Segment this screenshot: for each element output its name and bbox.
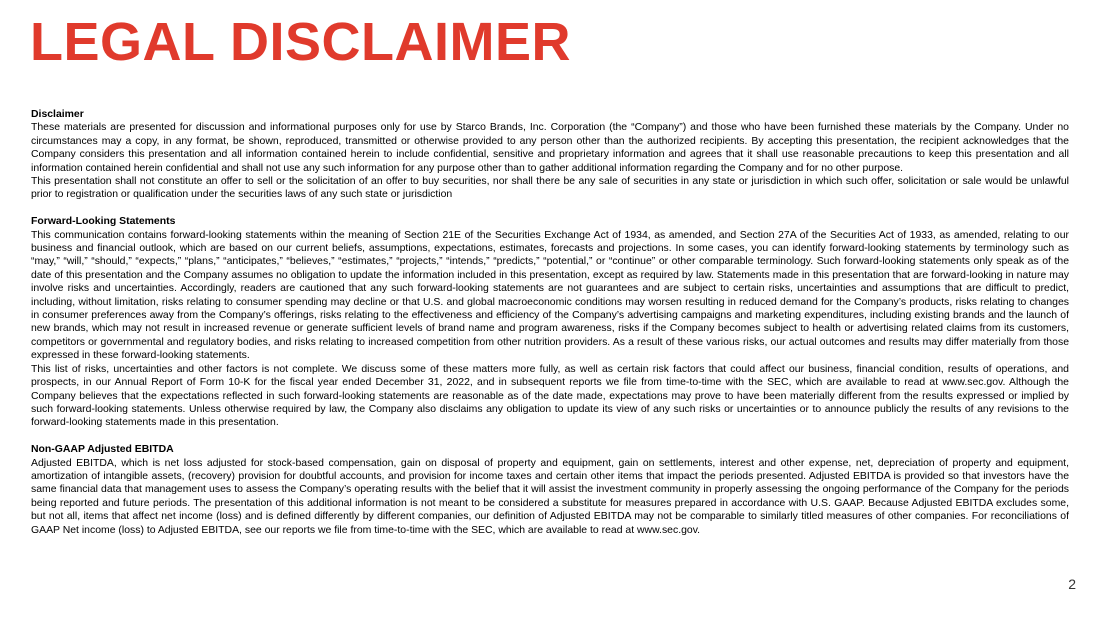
section-disclaimer [31, 108, 1069, 202]
section-heading: Disclaimer [31, 109, 84, 120]
paragraph: This communication contains forward-looking statements within the meaning of Section 21E of the Securities Exchange Act of 1934, as amended, and Section 27A of the Securities Act of 1933, as amended, relating to our business and financial outlook, which are based on our current beliefs, assumptions, expectations, estimates, forecasts and projections. In some cases, you can identify forward-looking statements by terminology such as “may,” “will,” “should,” “expects,” “plans,” “anticipates,” “believes,” “estimates,” “projects,” “intends,” “predicts,” “potential,” or “continue” or other comparable terminology. Such forward-looking statements only speak as of the date of this presentation and the Company assumes no obligation to update the information included in this presentation, except as required by law. Statements made in this presentation that are forward-looking in nature may involve risks and uncertainties. Accordingly, readers are cautioned that any such forward-looking statements are not guarantees and are subject to certain risks, uncertainties and assumptions that are difficult to predict, including, without limitation, risks relating to consumer spending may decline or that U.S. and global macroeconomic conditions may worsen resulting in reduced demand for the Company’s products, risks relating to changes in consumer preferences away from the Company’s offerings, risks relating to the effectiveness and efficiency of the Company’s advertising campaigns and marketing expenditures, including existing brands and the launch of new brands, which may not result in increased revenue or generate sufficient levels of brand name and program awareness, risks if the Company becomes subject to health or advertising related claims from its customers, competitors or governmental and regulatory bodies, and risks relating to increased competition from other nutrition providers. As a result of these various risks, our actual outcomes and results may differ materially from those expressed in these forward-looking statements. [31, 229, 1069, 362]
paragraph: This presentation shall not constitute an offer to sell or the solicitation of an offer to buy securities, nor shall there be any sale of securities in any state or jurisdiction in which such offer, solicitation or sale would be unlawful prior to registration or qualification under the securities laws of any such state or jurisdiction [31, 176, 1069, 201]
paragraph: Adjusted EBITDA, which is net loss adjusted for stock-based compensation, gain on disposal of property and equipment, gain on settlements, interest and other expense, net, depreciation of property and equipment, amortization of intangible assets, (recovery) provision for doubtful accounts, and provision for income taxes and certain other items that impact the periods presented. Adjusted EBITDA is provided so that investors have the same financial data that management uses to assess the Company’s operating results with the belief that it will assist the investment community in properly assessing the ongoing performance of the Company for the periods being reported and future periods. The presentation of this additional information is not meant to be considered a substitute for measures prepared in accordance with U.S. GAAP. Because Adjusted EBITDA excludes some, but not all, items that affect net income (loss) and is defined differently by different companies, our definition of Adjusted EBITDA may not be comparable to similarly titled measures of other companies. For reconciliations of GAAP Net income (loss) to Adjusted EBITDA, see our reports we file from time-to-time with the SEC, which are available to read at www.sec.gov. [31, 457, 1069, 536]
paragraph: These materials are presented for discussion and informational purposes only for use by Starco Brands, Inc. Corporation (the “Company”) and those who have been furnished these materials by the Company. Under no circumstances may a copy, in any format, be shown, reproduced, transmitted or otherwise provided to any person other than the authorized recipients. By accepting this presentation, the recipient acknowledges that the Company considers this presentation and all information contained herein to include confidential, sensitive and proprietary information and agrees that it shall use reasonable precautions to keep this presentation and all information contained herein confidential and shall not use any such information for any purpose other than to gather additional information regarding the Company and for no other purpose. [31, 122, 1069, 174]
paragraph: This list of risks, uncertainties and other factors is not complete. We discuss some of these matters more fully, as well as certain risk factors that could affect our business, financial condition, results of operations, and prospects, in our Annual Report of Form 10-K for the fiscal year ended December 31, 2022, and in subsequent reports we file from time-to-time with the SEC, which are available to read at www.sec.gov. Although the Company believes that the expectations reflected in such forward-looking statements are reasonable as of the date made, expectations may prove to have been materially different from the results expressed or implied by such forward-looking statements. Unless otherwise required by law, the Company also disclaims any obligation to update its view of any such risks or uncertainties or to announce publicly the results of any revisions to the forward-looking statements made in this presentation. [31, 363, 1069, 429]
section-heading: Forward-Looking Statements [31, 216, 176, 228]
section-forward-looking-statements [31, 215, 1069, 430]
section-non-gaap-adjusted-ebitda [31, 443, 1069, 537]
disclaimer-content [31, 108, 1069, 550]
page-title: LEGAL DISCLAIMER [30, 12, 572, 72]
page-number: 2 [1068, 576, 1076, 592]
section-heading: Non-GAAP Adjusted EBITDA [31, 444, 174, 456]
